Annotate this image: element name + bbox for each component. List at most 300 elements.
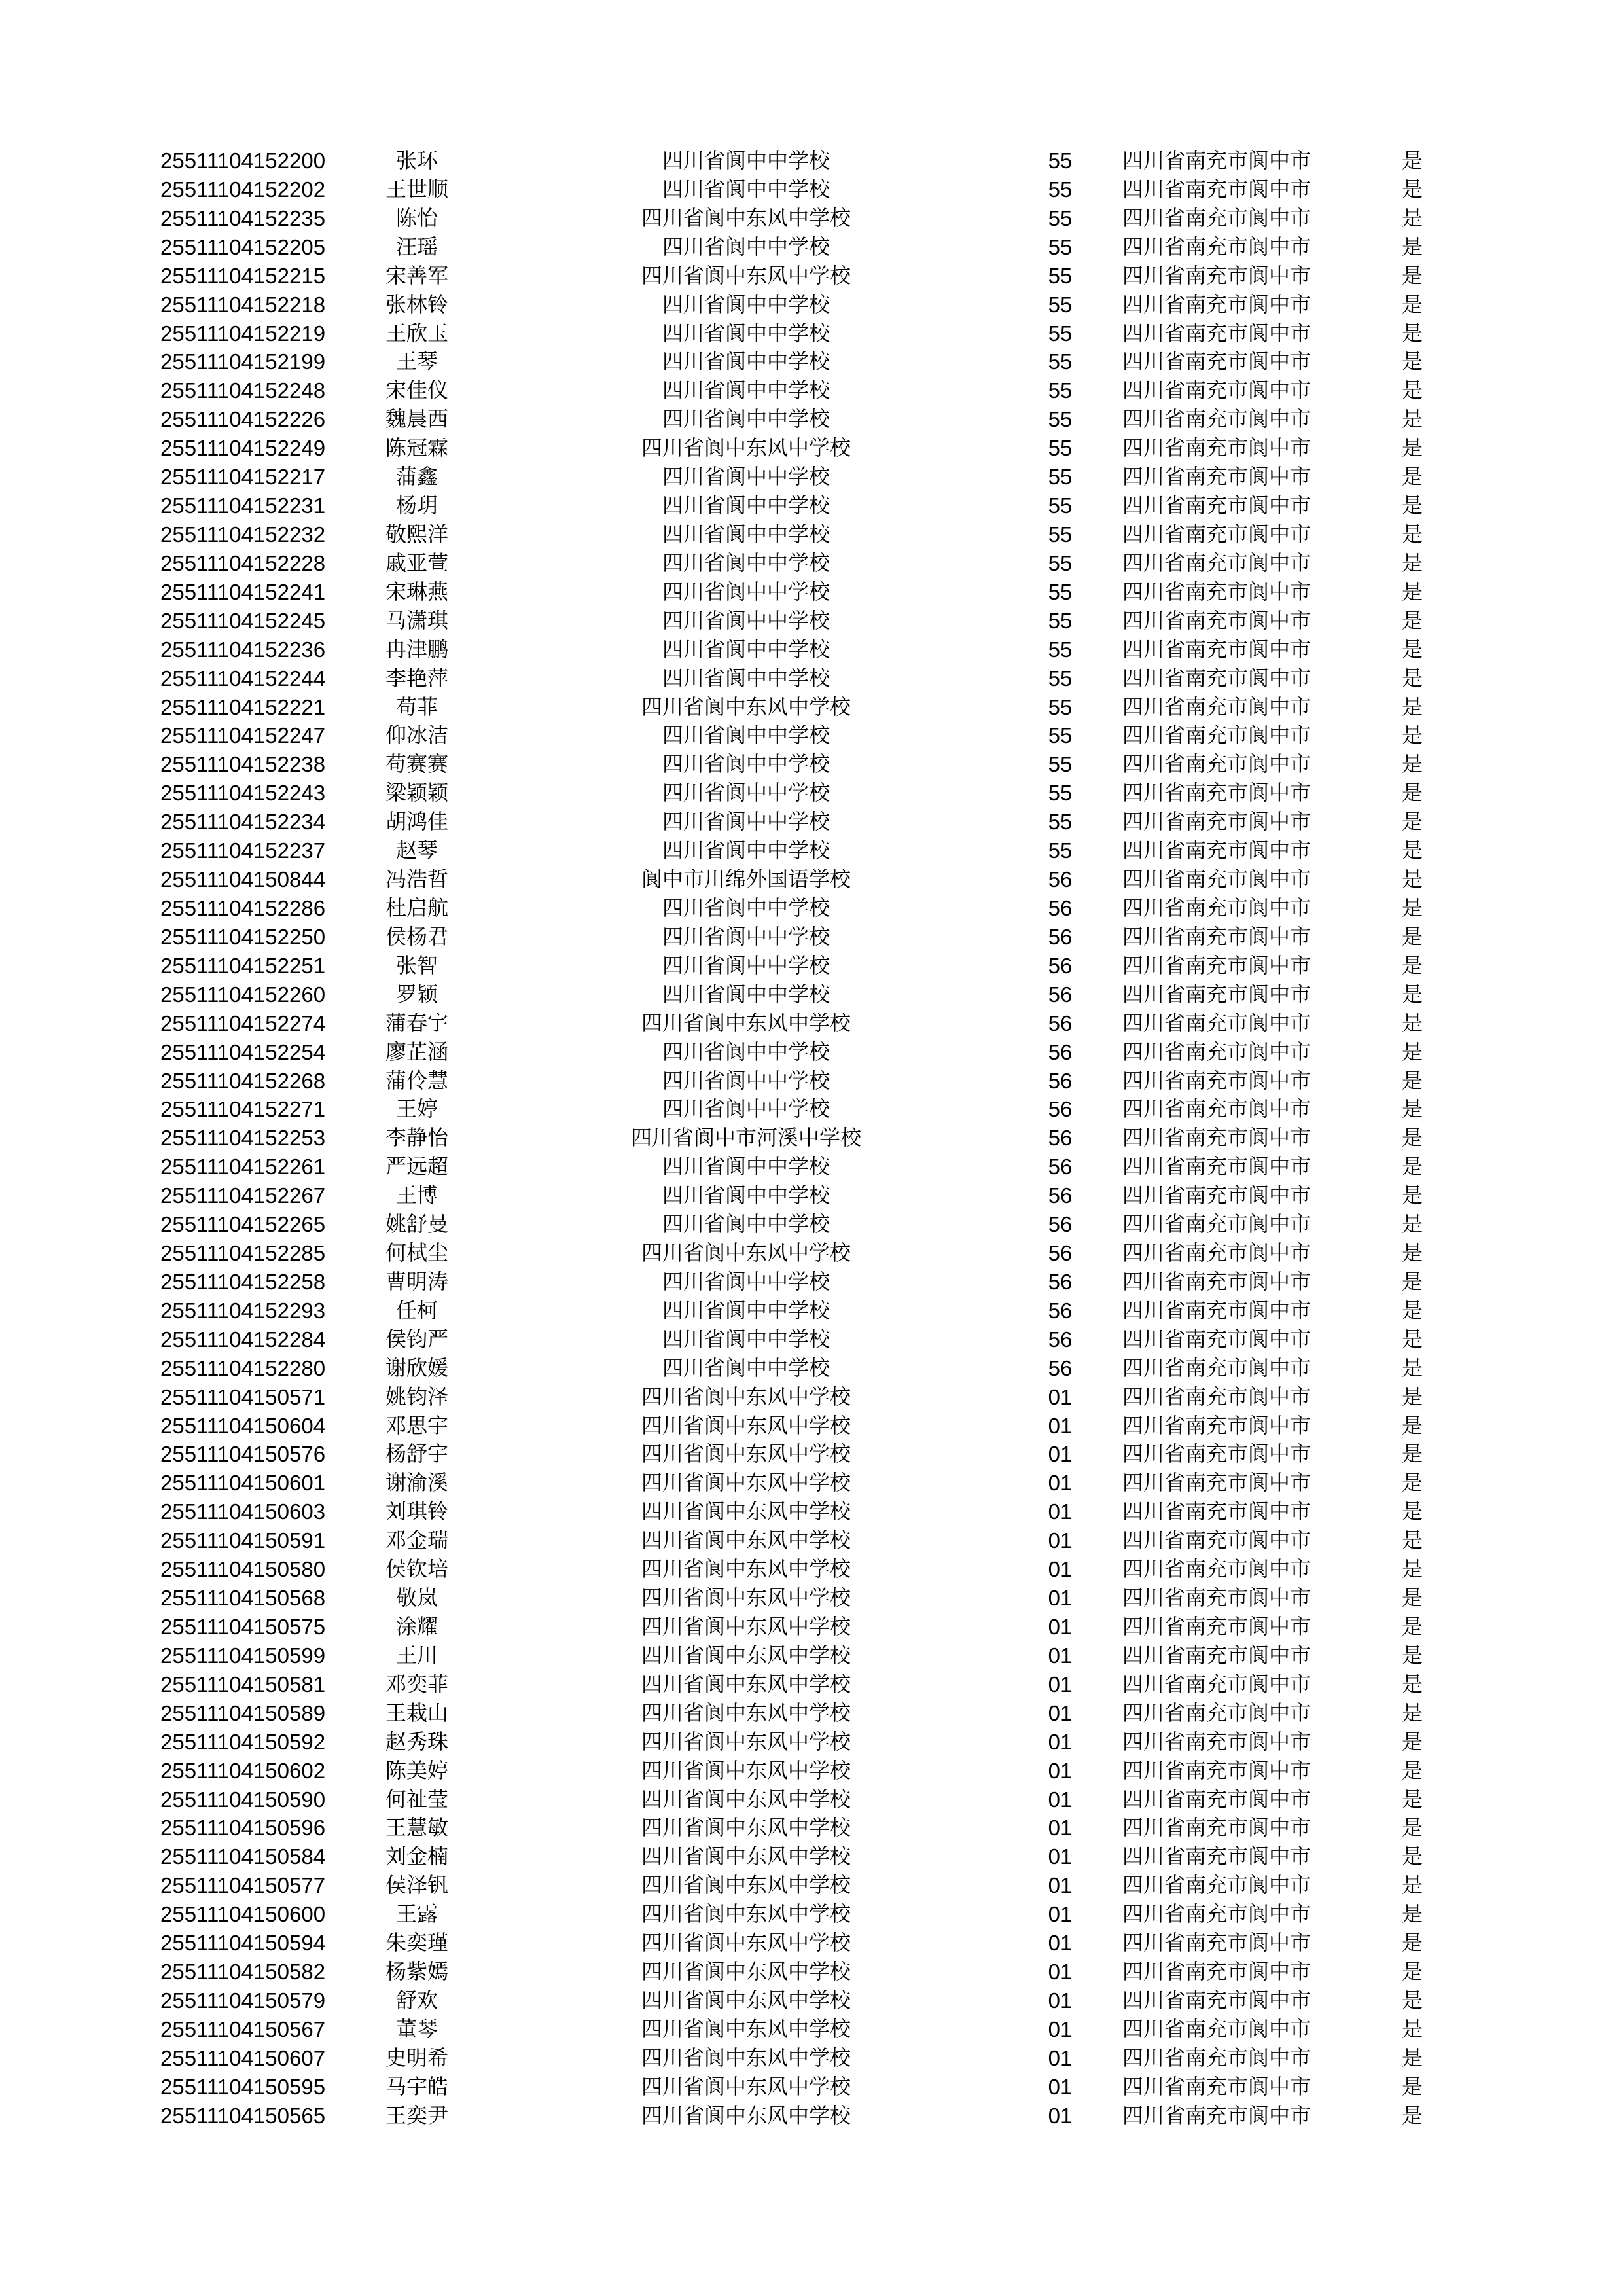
- school-name-cell: 四川省阆中东风中学校: [641, 1901, 851, 1927]
- code-cell: 56: [1048, 895, 1073, 920]
- school-name-cell: 四川省阆中东风中学校: [641, 2073, 851, 2099]
- student-id-cell: 25511104150568: [160, 1586, 326, 1611]
- code-cell: 55: [1048, 579, 1073, 604]
- student-name-cell: 王婷: [395, 1096, 438, 1122]
- student-name-cell: 王栽山: [385, 1700, 448, 1725]
- flag-cell: 是: [1402, 2016, 1423, 2041]
- table-row: [0, 175, 1623, 204]
- region-cell: 四川省南充市阆中市: [1122, 1384, 1311, 1409]
- school-name-cell: 四川省阆中东风中学校: [641, 1240, 851, 1266]
- student-id-cell: 25511104152265: [160, 1212, 326, 1237]
- student-id-cell: 25511104152258: [160, 1269, 326, 1294]
- flag-cell: 是: [1402, 1757, 1423, 1783]
- region-cell: 四川省南充市阆中市: [1122, 1988, 1311, 2013]
- student-id-cell: 25511104150575: [160, 1615, 326, 1640]
- school-name-cell: 四川省阆中东风中学校: [641, 1528, 851, 1553]
- flag-cell: 是: [1402, 780, 1423, 806]
- table-row: [0, 1038, 1623, 1067]
- student-name-cell: 史明希: [385, 2045, 448, 2070]
- code-cell: 55: [1048, 436, 1073, 461]
- table-row: [0, 1297, 1623, 1325]
- flag-cell: 是: [1402, 723, 1423, 748]
- student-name-cell: 李艳萍: [385, 665, 448, 691]
- region-cell: 四川省南充市阆中市: [1122, 349, 1311, 374]
- region-cell: 四川省南充市阆中市: [1122, 378, 1311, 403]
- table-row: [0, 923, 1623, 952]
- student-name-cell: 谢欣媛: [385, 1355, 448, 1380]
- student-id-cell: 25511104150599: [160, 1643, 326, 1668]
- region-cell: 四川省南充市阆中市: [1122, 1268, 1311, 1294]
- school-name-cell: 阆中市川绵外国语学校: [641, 867, 851, 892]
- region-cell: 四川省南充市阆中市: [1122, 262, 1311, 288]
- code-cell: 56: [1048, 1298, 1073, 1323]
- student-name-cell: 杨紫嫣: [385, 1959, 448, 1984]
- school-name-cell: 四川省阆中中学校: [662, 952, 830, 978]
- flag-cell: 是: [1402, 636, 1423, 662]
- school-name-cell: 四川省阆中中学校: [662, 1297, 830, 1323]
- school-name-cell: 四川省阆中东风中学校: [641, 1988, 851, 2013]
- school-name-cell: 四川省阆中东风中学校: [641, 1757, 851, 1783]
- flag-cell: 是: [1402, 1412, 1423, 1438]
- school-name-cell: 四川省阆中中学校: [662, 521, 830, 547]
- student-name-cell: 苟菲: [395, 694, 438, 719]
- code-cell: 01: [1048, 1758, 1073, 1783]
- region-cell: 四川省南充市阆中市: [1122, 838, 1311, 863]
- region-cell: 四川省南充市阆中市: [1122, 1901, 1311, 1927]
- student-name-cell: 侯泽钒: [385, 1873, 448, 1898]
- flag-cell: 是: [1402, 521, 1423, 547]
- flag-cell: 是: [1402, 1067, 1423, 1093]
- region-cell: 四川省南充市阆中市: [1122, 1585, 1311, 1611]
- code-cell: 56: [1048, 1212, 1073, 1237]
- school-name-cell: 四川省阆中东风中学校: [641, 1585, 851, 1611]
- flag-cell: 是: [1402, 1959, 1423, 1984]
- school-name-cell: 四川省阆中中学校: [662, 981, 830, 1007]
- school-name-cell: 四川省阆中东风中学校: [641, 1786, 851, 1812]
- code-cell: 01: [1048, 1528, 1073, 1553]
- student-name-cell: 张环: [395, 148, 438, 173]
- flag-cell: 是: [1402, 1326, 1423, 1352]
- region-cell: 四川省南充市阆中市: [1122, 1039, 1311, 1064]
- region-cell: 四川省南充市阆中市: [1122, 1154, 1311, 1179]
- region-cell: 四川省南充市阆中市: [1122, 493, 1311, 518]
- code-cell: 56: [1048, 1155, 1073, 1179]
- table-row: [0, 1584, 1623, 1613]
- school-name-cell: 四川省阆中中学校: [662, 148, 830, 173]
- school-name-cell: 四川省阆中中学校: [662, 895, 830, 920]
- region-cell: 四川省南充市阆中市: [1122, 1642, 1311, 1668]
- region-cell: 四川省南充市阆中市: [1122, 780, 1311, 806]
- flag-cell: 是: [1402, 1556, 1423, 1582]
- table-row: [0, 1354, 1623, 1383]
- school-name-cell: 四川省阆中东风中学校: [641, 1729, 851, 1754]
- student-name-cell: 邓金瑞: [385, 1528, 448, 1553]
- student-name-cell: 董琴: [395, 2016, 438, 2041]
- table-row: [0, 1871, 1623, 1900]
- table-row: [0, 664, 1623, 693]
- code-cell: 55: [1048, 465, 1073, 490]
- school-name-cell: 四川省阆中东风中学校: [641, 1671, 851, 1696]
- code-cell: 01: [1048, 1873, 1073, 1898]
- flag-cell: 是: [1402, 2102, 1423, 2128]
- code-cell: 56: [1048, 982, 1073, 1007]
- table-row: [0, 578, 1623, 607]
- table-row: [0, 779, 1623, 808]
- school-name-cell: 四川省阆中中学校: [662, 723, 830, 748]
- table-row: [0, 836, 1623, 865]
- student-id-cell: 25511104150581: [160, 1672, 326, 1696]
- student-name-cell: 梁颖颖: [385, 780, 448, 806]
- student-id-cell: 25511104152221: [160, 694, 326, 719]
- student-id-cell: 25511104152200: [160, 149, 326, 173]
- school-name-cell: 四川省阆中中学校: [662, 607, 830, 633]
- code-cell: 56: [1048, 1269, 1073, 1294]
- region-cell: 四川省南充市阆中市: [1122, 1125, 1311, 1151]
- code-cell: 01: [1048, 1729, 1073, 1754]
- student-id-cell: 25511104152205: [160, 234, 326, 259]
- region-cell: 四川省南充市阆中市: [1122, 607, 1311, 633]
- student-id-cell: 25511104152244: [160, 666, 326, 691]
- code-cell: 01: [1048, 1672, 1073, 1696]
- table-row: [0, 262, 1623, 291]
- table-row: [0, 1239, 1623, 1268]
- student-id-cell: 25511104152274: [160, 1011, 326, 1035]
- student-name-cell: 敬岚: [395, 1585, 438, 1611]
- code-cell: 56: [1048, 1039, 1073, 1064]
- student-id-cell: 25511104150582: [160, 1960, 326, 1984]
- school-name-cell: 四川省阆中中学校: [662, 291, 830, 317]
- student-name-cell: 涂耀: [395, 1614, 438, 1640]
- student-name-cell: 刘琪铃: [385, 1499, 448, 1524]
- table-row: [0, 1929, 1623, 1958]
- flag-cell: 是: [1402, 234, 1423, 259]
- student-id-cell: 25511104150595: [160, 2074, 326, 2099]
- region-cell: 四川省南充市阆中市: [1122, 176, 1311, 202]
- region-cell: 四川省南充市阆中市: [1122, 1355, 1311, 1380]
- student-id-cell: 25511104150565: [160, 2103, 326, 2128]
- code-cell: 01: [1048, 1643, 1073, 1668]
- student-id-cell: 25511104152238: [160, 752, 326, 777]
- code-cell: 55: [1048, 694, 1073, 719]
- flag-cell: 是: [1402, 1355, 1423, 1380]
- region-cell: 四川省南充市阆中市: [1122, 406, 1311, 432]
- school-name-cell: 四川省阆中东风中学校: [641, 1844, 851, 1869]
- school-name-cell: 四川省阆中中学校: [662, 1326, 830, 1352]
- flag-cell: 是: [1402, 1528, 1423, 1553]
- student-name-cell: 王欣玉: [385, 320, 448, 346]
- student-id-cell: 25511104152261: [160, 1155, 326, 1179]
- student-name-cell: 赵琴: [395, 838, 438, 863]
- student-name-cell: 陈冠霖: [385, 435, 448, 461]
- flag-cell: 是: [1402, 435, 1423, 461]
- school-name-cell: 四川省阆中中学校: [662, 838, 830, 863]
- student-id-cell: 25511104152260: [160, 982, 326, 1007]
- student-name-cell: 邓奕菲: [385, 1671, 448, 1696]
- code-cell: 01: [1048, 1615, 1073, 1640]
- student-name-cell: 何祉莹: [385, 1786, 448, 1812]
- school-name-cell: 四川省阆中东风中学校: [641, 205, 851, 230]
- school-name-cell: 四川省阆中中学校: [662, 1039, 830, 1064]
- flag-cell: 是: [1402, 1642, 1423, 1668]
- table-row: [0, 1699, 1623, 1728]
- code-cell: 01: [1048, 1384, 1073, 1409]
- student-name-cell: 王世顺: [385, 176, 448, 202]
- table-row: [0, 405, 1623, 434]
- code-cell: 56: [1048, 1068, 1073, 1093]
- region-cell: 四川省南充市阆中市: [1122, 435, 1311, 461]
- region-cell: 四川省南充市阆中市: [1122, 1700, 1311, 1725]
- region-cell: 四川省南充市阆中市: [1122, 694, 1311, 719]
- region-cell: 四川省南充市阆中市: [1122, 234, 1311, 259]
- table-row: [0, 1842, 1623, 1871]
- school-name-cell: 四川省阆中中学校: [662, 1355, 830, 1380]
- code-cell: 55: [1048, 263, 1073, 288]
- student-name-cell: 陈美婷: [385, 1757, 448, 1783]
- region-cell: 四川省南充市阆中市: [1122, 636, 1311, 662]
- school-name-cell: 四川省阆中中学校: [662, 780, 830, 806]
- table-row: [0, 721, 1623, 750]
- flag-cell: 是: [1402, 2045, 1423, 2070]
- student-id-cell: 25511104152247: [160, 723, 326, 748]
- code-cell: 56: [1048, 953, 1073, 978]
- table-row: [0, 1670, 1623, 1699]
- region-cell: 四川省南充市阆中市: [1122, 1297, 1311, 1323]
- region-cell: 四川省南充市阆中市: [1122, 809, 1311, 834]
- school-name-cell: 四川省阆中中学校: [662, 636, 830, 662]
- region-cell: 四川省南充市阆中市: [1122, 1614, 1311, 1640]
- table-row: [0, 808, 1623, 836]
- student-name-cell: 王川: [395, 1642, 438, 1668]
- flag-cell: 是: [1402, 406, 1423, 432]
- student-name-cell: 任柯: [395, 1297, 438, 1323]
- student-id-cell: 25511104150567: [160, 2017, 326, 2041]
- school-name-cell: 四川省阆中东风中学校: [641, 1614, 851, 1640]
- student-name-cell: 杜启航: [385, 895, 448, 920]
- table-row: [0, 1268, 1623, 1297]
- flag-cell: 是: [1402, 176, 1423, 202]
- student-id-cell: 25511104150601: [160, 1471, 326, 1496]
- table-row: [0, 2015, 1623, 2044]
- code-cell: 01: [1048, 1413, 1073, 1438]
- flag-cell: 是: [1402, 1901, 1423, 1927]
- region-cell: 四川省南充市阆中市: [1122, 1183, 1311, 1208]
- region-cell: 四川省南充市阆中市: [1122, 1671, 1311, 1696]
- student-name-cell: 冯浩哲: [385, 867, 448, 892]
- school-name-cell: 四川省阆中中学校: [662, 809, 830, 834]
- table-row: [0, 693, 1623, 722]
- table-row: [0, 1814, 1623, 1842]
- code-cell: 55: [1048, 637, 1073, 662]
- region-cell: 四川省南充市阆中市: [1122, 1873, 1311, 1898]
- table-row: [0, 549, 1623, 578]
- school-name-cell: 四川省阆中东风中学校: [641, 1873, 851, 1898]
- region-cell: 四川省南充市阆中市: [1122, 665, 1311, 691]
- school-name-cell: 四川省阆中东风中学校: [641, 1384, 851, 1409]
- table-row: [0, 1728, 1623, 1757]
- student-id-cell: 25511104150592: [160, 1729, 326, 1754]
- table-row: [0, 865, 1623, 894]
- flag-cell: 是: [1402, 1268, 1423, 1294]
- code-cell: 01: [1048, 1844, 1073, 1869]
- code-cell: 56: [1048, 924, 1073, 949]
- student-id-cell: 25511104150577: [160, 1873, 326, 1898]
- flag-cell: 是: [1402, 1614, 1423, 1640]
- code-cell: 55: [1048, 407, 1073, 432]
- code-cell: 55: [1048, 838, 1073, 863]
- student-id-cell: 25511104150607: [160, 2045, 326, 2070]
- flag-cell: 是: [1402, 378, 1423, 403]
- flag-cell: 是: [1402, 665, 1423, 691]
- region-cell: 四川省南充市阆中市: [1122, 550, 1311, 575]
- table-row: [0, 1067, 1623, 1096]
- flag-cell: 是: [1402, 867, 1423, 892]
- table-row: [0, 1210, 1623, 1239]
- region-cell: 四川省南充市阆中市: [1122, 1326, 1311, 1352]
- school-name-cell: 四川省阆中东风中学校: [641, 1700, 851, 1725]
- student-id-cell: 25511104152271: [160, 1097, 326, 1122]
- region-cell: 四川省南充市阆中市: [1122, 981, 1311, 1007]
- region-cell: 四川省南充市阆中市: [1122, 1412, 1311, 1438]
- student-name-cell: 赵秀珠: [385, 1729, 448, 1754]
- student-name-cell: 侯钧严: [385, 1326, 448, 1352]
- region-cell: 四川省南充市阆中市: [1122, 291, 1311, 317]
- school-name-cell: 四川省阆中中学校: [662, 1154, 830, 1179]
- student-id-cell: 25511104150596: [160, 1816, 326, 1840]
- student-name-cell: 杨玥: [395, 493, 438, 518]
- table-row: [0, 1526, 1623, 1555]
- code-cell: 01: [1048, 1902, 1073, 1927]
- school-name-cell: 四川省阆中中学校: [662, 1067, 830, 1093]
- student-id-cell: 25511104150603: [160, 1499, 326, 1524]
- flag-cell: 是: [1402, 262, 1423, 288]
- region-cell: 四川省南充市阆中市: [1122, 723, 1311, 748]
- flag-cell: 是: [1402, 809, 1423, 834]
- table-row: [0, 1498, 1623, 1526]
- region-cell: 四川省南充市阆中市: [1122, 1844, 1311, 1869]
- student-name-cell: 敬熙洋: [385, 521, 448, 547]
- flag-cell: 是: [1402, 1297, 1423, 1323]
- school-name-cell: 四川省阆中中学校: [662, 579, 830, 604]
- code-cell: 55: [1048, 149, 1073, 173]
- code-cell: 56: [1048, 1126, 1073, 1151]
- region-cell: 四川省南充市阆中市: [1122, 2073, 1311, 2099]
- region-cell: 四川省南充市阆中市: [1122, 1067, 1311, 1093]
- code-cell: 55: [1048, 810, 1073, 834]
- region-cell: 四川省南充市阆中市: [1122, 1240, 1311, 1266]
- table-row: [0, 376, 1623, 405]
- school-name-cell: 四川省阆中中学校: [662, 1096, 830, 1122]
- table-row: [0, 1757, 1623, 1785]
- code-cell: 01: [1048, 1960, 1073, 1984]
- table-row: [0, 980, 1623, 1009]
- school-name-cell: 四川省阆中中学校: [662, 493, 830, 518]
- student-name-cell: 宋琳燕: [385, 579, 448, 604]
- code-cell: 01: [1048, 2103, 1073, 2128]
- code-cell: 01: [1048, 2074, 1073, 2099]
- code-cell: 56: [1048, 1355, 1073, 1380]
- flag-cell: 是: [1402, 493, 1423, 518]
- student-id-cell: 25511104152243: [160, 781, 326, 806]
- code-cell: 01: [1048, 1586, 1073, 1611]
- region-cell: 四川省南充市阆中市: [1122, 1930, 1311, 1956]
- student-id-cell: 25511104150580: [160, 1557, 326, 1582]
- code-cell: 55: [1048, 781, 1073, 806]
- region-cell: 四川省南充市阆中市: [1122, 2016, 1311, 2041]
- school-name-cell: 四川省阆中东风中学校: [641, 694, 851, 719]
- student-name-cell: 张林铃: [385, 291, 448, 317]
- code-cell: 01: [1048, 2045, 1073, 2070]
- school-name-cell: 四川省阆中东风中学校: [641, 1441, 851, 1467]
- code-cell: 01: [1048, 1700, 1073, 1725]
- school-name-cell: 四川省阆中中学校: [662, 464, 830, 490]
- student-name-cell: 侯杨君: [385, 924, 448, 949]
- student-list: [0, 147, 1623, 2130]
- region-cell: 四川省南充市阆中市: [1122, 464, 1311, 490]
- flag-cell: 是: [1402, 924, 1423, 949]
- table-row: [0, 204, 1623, 233]
- school-name-cell: 四川省阆中中学校: [662, 234, 830, 259]
- student-id-cell: 25511104152231: [160, 493, 326, 518]
- student-id-cell: 25511104152245: [160, 608, 326, 633]
- student-id-cell: 25511104152284: [160, 1327, 326, 1352]
- region-cell: 四川省南充市阆中市: [1122, 205, 1311, 230]
- flag-cell: 是: [1402, 751, 1423, 777]
- code-cell: 56: [1048, 1011, 1073, 1035]
- flag-cell: 是: [1402, 694, 1423, 719]
- student-name-cell: 王琴: [395, 349, 438, 374]
- flag-cell: 是: [1402, 1729, 1423, 1754]
- flag-cell: 是: [1402, 579, 1423, 604]
- code-cell: 55: [1048, 608, 1073, 633]
- code-cell: 55: [1048, 350, 1073, 374]
- flag-cell: 是: [1402, 981, 1423, 1007]
- student-id-cell: 25511104152226: [160, 407, 326, 432]
- table-row: [0, 1095, 1623, 1124]
- code-cell: 56: [1048, 1327, 1073, 1352]
- code-cell: 01: [1048, 1816, 1073, 1840]
- school-name-cell: 四川省阆中东风中学校: [641, 1499, 851, 1524]
- flag-cell: 是: [1402, 1873, 1423, 1898]
- school-name-cell: 四川省阆中中学校: [662, 349, 830, 374]
- student-id-cell: 25511104150602: [160, 1758, 326, 1783]
- code-cell: 01: [1048, 1471, 1073, 1496]
- flag-cell: 是: [1402, 550, 1423, 575]
- region-cell: 四川省南充市阆中市: [1122, 1211, 1311, 1237]
- school-name-cell: 四川省阆中中学校: [662, 1183, 830, 1208]
- student-id-cell: 25511104152202: [160, 177, 326, 202]
- region-cell: 四川省南充市阆中市: [1122, 521, 1311, 547]
- school-name-cell: 四川省阆中中学校: [662, 378, 830, 403]
- school-name-cell: 四川省阆中东风中学校: [641, 2102, 851, 2128]
- school-name-cell: 四川省阆中中学校: [662, 924, 830, 949]
- student-id-cell: 25511104150579: [160, 1988, 326, 2013]
- school-name-cell: 四川省阆中东风中学校: [641, 1642, 851, 1668]
- flag-cell: 是: [1402, 1125, 1423, 1151]
- code-cell: 55: [1048, 666, 1073, 691]
- region-cell: 四川省南充市阆中市: [1122, 1499, 1311, 1524]
- code-cell: 55: [1048, 493, 1073, 518]
- student-name-cell: 苟赛赛: [385, 751, 448, 777]
- student-name-cell: 胡鸿佳: [385, 809, 448, 834]
- student-id-cell: 25511104150604: [160, 1413, 326, 1438]
- student-name-cell: 王慧敏: [385, 1815, 448, 1840]
- code-cell: 01: [1048, 1931, 1073, 1956]
- student-name-cell: 谢渝溪: [385, 1470, 448, 1496]
- school-name-cell: 四川省阆中东风中学校: [641, 1959, 851, 1984]
- school-name-cell: 四川省阆中中学校: [662, 320, 830, 346]
- student-name-cell: 侯钦培: [385, 1556, 448, 1582]
- table-row: [0, 1469, 1623, 1498]
